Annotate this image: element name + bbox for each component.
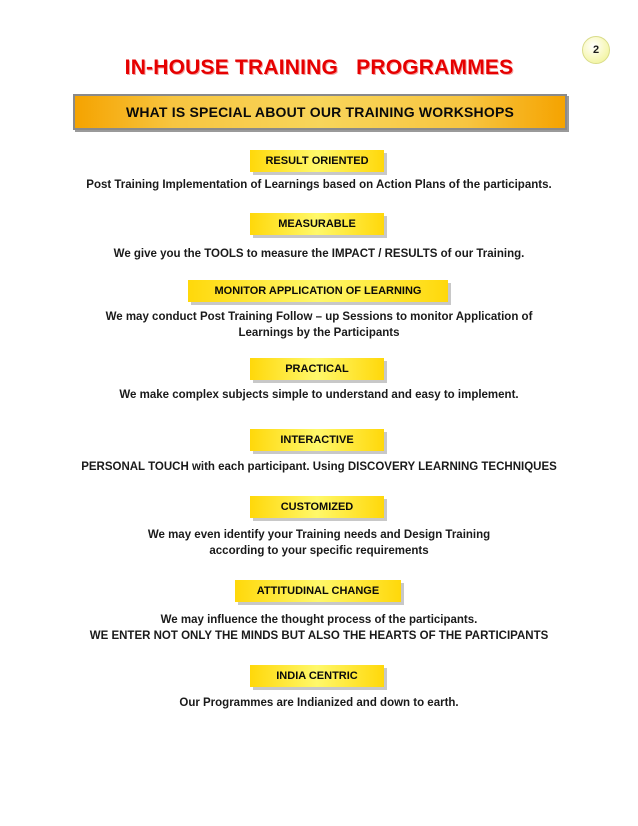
tag-practical: PRACTICAL — [250, 358, 384, 380]
tag-measurable: MEASURABLE — [250, 213, 384, 235]
section-text — [40, 246, 598, 262]
text-line: We may conduct Post Training Follow – up Sessions to monitor Application of — [105, 311, 533, 323]
tag-india-centric: INDIA CENTRIC — [250, 665, 384, 687]
section-banner: WHAT IS SPECIAL ABOUT OUR TRAINING WORKSHOPS — [73, 94, 567, 130]
text-line: WE ENTER NOT ONLY THE MINDS BUT ALSO THE HEARTS OF THE PARTICIPANTS — [89, 630, 549, 642]
section-text — [40, 527, 598, 559]
section-text — [20, 177, 618, 193]
page-title: IN-HOUSE TRAINING PROGRAMMES — [124, 56, 514, 79]
section-text — [40, 387, 598, 403]
tag-customized: CUSTOMIZED — [250, 496, 384, 518]
text-line: We may influence the thought process of the participants. — [160, 614, 478, 626]
text-line: We make complex subjects simple to understand and easy to implement. — [119, 389, 519, 401]
text-line: PERSONAL TOUCH with each participant. Using DISCOVERY LEARNING TECHNIQUES — [81, 461, 557, 473]
text-line: according to your specific requirements — [209, 545, 429, 557]
text-line: Post Training Implementation of Learnings based on Action Plans of the participants. — [86, 179, 552, 191]
tag-monitor-application: MONITOR APPLICATION OF LEARNING — [188, 280, 448, 302]
page-number: 2 — [582, 36, 610, 64]
section-text — [40, 309, 598, 341]
tag-attitudinal-change: ATTITUDINAL CHANGE — [235, 580, 401, 602]
section-text — [20, 459, 618, 475]
text-line: Learnings by the Participants — [238, 327, 400, 339]
text-line: Our Programmes are Indianized and down to earth. — [179, 697, 459, 709]
tag-result-oriented: RESULT ORIENTED — [250, 150, 384, 172]
text-line: We give you the TOOLS to measure the IMPACT / RESULTS of our Training. — [113, 248, 525, 260]
tag-interactive: INTERACTIVE — [250, 429, 384, 451]
section-text — [40, 695, 598, 711]
section-text — [20, 612, 618, 644]
text-line: We may even identify your Training needs and Design Training — [147, 529, 491, 541]
